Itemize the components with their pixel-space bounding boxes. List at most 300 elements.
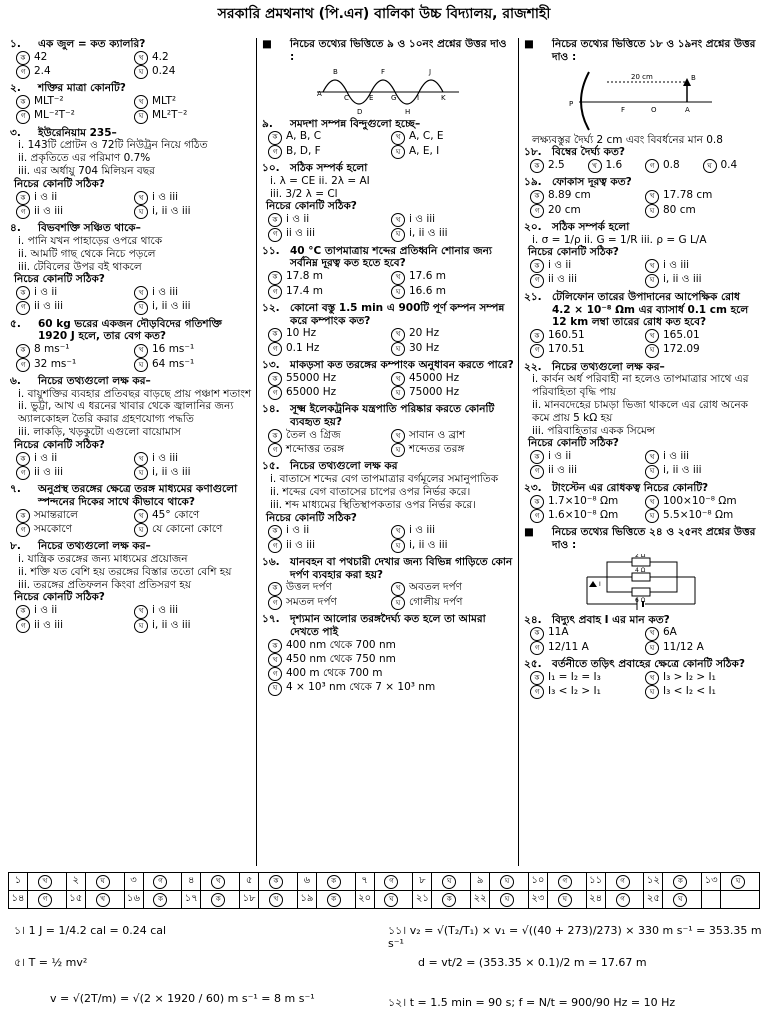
answer-option[interactable]	[134, 452, 252, 466]
answer-key-number: ৯	[471, 873, 490, 891]
question-number: ২.	[10, 82, 21, 95]
option-text: A, E, I	[409, 144, 440, 157]
answer-option[interactable]	[268, 539, 391, 553]
answer-letter: খ	[269, 893, 283, 907]
options-prompt: নিচের কোনটি সঠিক?	[14, 591, 105, 604]
option-letter: ঘ	[645, 685, 659, 699]
answer-option[interactable]	[16, 205, 134, 219]
options-grid	[10, 604, 252, 633]
option-text: 10 Hz	[286, 327, 317, 340]
answer-option[interactable]	[268, 443, 391, 457]
answer-option[interactable]	[530, 343, 645, 357]
options-grid	[524, 329, 760, 358]
answer-option[interactable]	[16, 343, 134, 357]
answer-option[interactable]	[530, 685, 645, 699]
options-grid	[10, 509, 252, 538]
answer-letter: ঘ	[731, 875, 745, 889]
option-letter: ঘ	[391, 596, 405, 610]
answer-option[interactable]	[645, 450, 760, 464]
option-text: 17.6 m	[409, 270, 446, 283]
question-number: ১৬.	[262, 555, 280, 568]
option-letter: ঘ	[645, 465, 659, 479]
option-letter: গ	[530, 344, 544, 358]
answer-key-number: ২৩	[528, 891, 547, 909]
answer-option[interactable]	[588, 159, 646, 173]
answer-option[interactable]	[645, 189, 760, 203]
options-grid	[10, 51, 252, 80]
answer-option[interactable]	[268, 285, 391, 299]
question-item	[524, 658, 760, 699]
answer-option[interactable]	[134, 205, 252, 219]
option-letter: ক	[268, 639, 282, 653]
option-letter: ঘ	[391, 539, 405, 553]
answer-option[interactable]	[134, 51, 252, 65]
option-text: সাবান ও ব্রাশ	[409, 428, 466, 441]
question-text: 40 °C তাপমাত্রায় শব্দের প্রতিধ্বনি শোনার জন্য সর্বনিম্ন দূরত্ব কত হতে হবে?	[290, 244, 492, 270]
option-letter: ক	[268, 525, 282, 539]
answer-option[interactable]	[391, 386, 514, 400]
question-text: মাকড়সা কত তরঙ্গের কম্পাংক অনুধাবন করতে পারে?	[290, 358, 514, 371]
question-item	[10, 318, 252, 372]
answer-key-number: ২১	[413, 891, 432, 909]
option-text: 400 m থেকে 700 m	[286, 667, 383, 680]
option-text: i, ii ও iii	[409, 538, 448, 551]
option-text: i ও ii	[548, 450, 572, 463]
option-text: 2.4	[34, 65, 51, 78]
option-text: I₃ > I₂ > I₁	[663, 670, 716, 683]
answer-letter: ঘ	[96, 875, 110, 889]
answer-option[interactable]	[391, 285, 514, 299]
answer-option[interactable]	[391, 539, 514, 553]
answer-option[interactable]	[391, 130, 514, 144]
answer-option[interactable]	[645, 685, 760, 699]
option-text: ii ও iii	[548, 464, 577, 477]
option-letter: খ	[134, 51, 148, 65]
answer-option[interactable]	[530, 464, 645, 478]
question-text: নিচের তথ্যগুলো লক্ষ কর–	[38, 374, 151, 387]
option-text: 8 ms⁻¹	[34, 343, 70, 356]
answer-option[interactable]	[268, 386, 391, 400]
diagram-label: E	[369, 93, 374, 102]
options-grid	[524, 450, 760, 479]
answer-option[interactable]	[391, 342, 514, 356]
answer-option[interactable]	[391, 227, 514, 241]
option-letter: গ	[645, 159, 659, 173]
answer-option[interactable]	[530, 259, 645, 273]
option-text: MLT²	[152, 95, 177, 108]
answer-option[interactable]	[391, 596, 514, 610]
answer-option[interactable]	[16, 65, 134, 79]
answer-key-answer	[201, 873, 240, 891]
answer-option[interactable]	[16, 619, 134, 633]
option-text: 17.4 m	[286, 284, 323, 297]
answer-option[interactable]	[16, 466, 134, 480]
question-text: অনুপ্রস্থ তরঙ্গের ক্ষেত্রে তরঙ্গ মাধ্যমের কণাগুলো স্পন্দনের দিকের সাথে কীভাবে থাকে?	[38, 483, 238, 508]
answer-key-number: ১৪	[9, 891, 28, 909]
diagram-label: A	[685, 105, 690, 114]
answer-option[interactable]	[530, 159, 588, 173]
question-number: ১৪.	[262, 403, 280, 416]
answer-key-answer	[85, 891, 124, 909]
answer-key-answer	[143, 891, 182, 909]
answer-option[interactable]	[16, 300, 134, 314]
answer-key-answer	[547, 891, 586, 909]
option-letter: ঘ	[645, 509, 659, 523]
answer-option[interactable]	[645, 159, 703, 173]
option-letter: ক	[530, 259, 544, 273]
answer-option[interactable]	[268, 667, 514, 681]
diagram-label: P	[569, 99, 574, 108]
statement: i. σ = 1/ρ ii. G = 1/R iii. ρ = G L/A	[532, 233, 707, 246]
question-item	[10, 127, 252, 220]
answer-option[interactable]	[268, 145, 391, 159]
option-text: i ও iii	[663, 450, 690, 463]
option-text: 20 Hz	[409, 327, 440, 340]
answer-option[interactable]	[645, 464, 760, 478]
options-grid	[524, 626, 760, 655]
option-letter: গ	[16, 301, 30, 315]
option-text: 16 ms⁻¹	[152, 343, 195, 356]
option-letter: খ	[134, 509, 148, 523]
option-text: 65000 Hz	[286, 385, 337, 398]
answer-option[interactable]	[391, 372, 514, 386]
answer-option[interactable]	[391, 327, 514, 341]
answer-letter	[732, 891, 744, 903]
option-letter: গ	[268, 145, 282, 159]
answer-option[interactable]	[530, 204, 645, 218]
solution-11: ১১। v₂ = √(T₂/T₁) × v₁ = √((40 + 273)/273) × 330 m s⁻¹ = 353.35 m s⁻¹	[388, 924, 762, 951]
diagram-label: K	[441, 93, 446, 102]
answer-key-table	[8, 872, 760, 909]
answer-option[interactable]	[530, 671, 645, 685]
option-letter: ক	[268, 429, 282, 443]
question-text: সঠিক সম্পর্ক হলো	[290, 161, 368, 174]
question-number: ১২.	[262, 301, 280, 314]
option-letter: ক	[530, 190, 544, 204]
option-text: i, ii ও iii	[663, 464, 702, 477]
option-letter: খ	[134, 605, 148, 619]
diagram-label: G	[391, 93, 397, 102]
statement: ii. শক্তি যত বেশি হয় তরঙ্গের বিস্তার ততো বেশি হয়	[18, 565, 232, 578]
answer-option[interactable]	[134, 466, 252, 480]
question-text: বিদ্যুৎ প্রবাহ I এর মান কত?	[552, 613, 670, 626]
answer-option[interactable]	[134, 95, 252, 109]
option-letter: গ	[16, 619, 30, 633]
option-letter: খ	[134, 191, 148, 205]
option-letter: গ	[268, 386, 282, 400]
question-number: ৬.	[10, 374, 21, 387]
answer-option[interactable]	[391, 145, 514, 159]
answer-option[interactable]	[530, 273, 645, 287]
answer-option[interactable]	[268, 372, 391, 386]
option-letter: খ	[391, 213, 405, 227]
option-text: গোলীয় দর্পণ	[409, 595, 463, 608]
answer-option[interactable]	[391, 581, 514, 595]
answer-option[interactable]	[134, 604, 252, 618]
option-text: 17.78 cm	[663, 189, 713, 202]
question-number: ২১.	[524, 290, 542, 303]
answer-option[interactable]	[268, 327, 391, 341]
answer-letter: ক	[153, 893, 167, 907]
options-grid	[524, 259, 760, 288]
option-text: 45000 Hz	[409, 371, 460, 384]
options-grid	[524, 671, 760, 700]
answer-option[interactable]	[134, 109, 252, 123]
option-letter: ক	[16, 191, 30, 205]
question-item	[262, 460, 514, 553]
option-text: সমতল দর্পণ	[286, 595, 337, 608]
answer-option[interactable]	[16, 95, 134, 109]
answer-key-number: ৭	[355, 873, 374, 891]
options-grid	[10, 95, 252, 124]
options-grid	[10, 452, 252, 481]
option-text: 0.24	[152, 65, 176, 78]
question-number: ১৭.	[262, 612, 280, 625]
option-text: 16.6 m	[409, 284, 446, 297]
option-text: 5.5×10⁻⁸ Ωm	[663, 508, 734, 521]
question-text: নিচের তথ্যগুলো লক্ষ কর–	[38, 540, 151, 553]
option-text: i ও iii	[663, 259, 690, 272]
statement: iii. শব্দ মাধ্যমের স্থিতিস্থাপকতার ওপর নির্ভর করে।	[270, 498, 476, 511]
option-text: 1.7×10⁻⁸ Ωm	[548, 494, 619, 507]
option-text: I₁ = I₂ = I₃	[548, 670, 601, 683]
answer-option[interactable]	[268, 581, 391, 595]
answer-option[interactable]	[530, 641, 645, 655]
option-letter: গ	[16, 205, 30, 219]
option-letter: ঘ	[391, 386, 405, 400]
solution-5-detail: v = √(2T/m) = √(2 × 1920 / 60) m s⁻¹ = 8 m s⁻¹	[50, 992, 315, 1005]
answer-option[interactable]	[703, 159, 761, 173]
options-prompt: নিচের কোনটি সঠিক?	[528, 437, 619, 450]
option-text: 11A	[548, 626, 569, 639]
option-text: ML²T⁻²	[152, 109, 188, 122]
diagram-label: F	[621, 105, 626, 114]
answer-option[interactable]	[16, 286, 134, 300]
answer-option[interactable]	[268, 213, 391, 227]
answer-option[interactable]	[645, 343, 760, 357]
question-item	[10, 483, 252, 537]
option-letter: ঘ	[134, 523, 148, 537]
options-grid	[10, 343, 252, 372]
answer-option[interactable]	[134, 191, 252, 205]
question-text: যানবহন বা পথচারী দেখার জন্য বিভিন্ন গাড়িতে কোন দর্পণ ব্যবহার করা হয়?	[290, 555, 513, 581]
answer-letter: খ	[38, 875, 52, 889]
option-letter: ঘ	[134, 466, 148, 480]
answer-option[interactable]	[268, 596, 391, 610]
option-letter: ক	[268, 131, 282, 145]
options-grid	[262, 372, 514, 401]
diagram-label: D	[357, 107, 363, 116]
answer-option[interactable]	[530, 450, 645, 464]
options-grid	[262, 327, 514, 356]
option-text: i ও ii	[286, 213, 310, 226]
answer-option[interactable]	[134, 286, 252, 300]
option-letter: ক	[16, 344, 30, 358]
answer-option[interactable]	[530, 626, 645, 640]
answer-letter: ক	[673, 875, 687, 889]
question-number: ৩.	[10, 126, 21, 139]
answer-option[interactable]	[134, 619, 252, 633]
answer-key-number: ৬	[297, 873, 316, 891]
answer-option[interactable]	[134, 343, 252, 357]
option-letter: খ	[391, 131, 405, 145]
answer-option[interactable]	[391, 270, 514, 284]
option-letter: গ	[530, 465, 544, 479]
option-text: 45° কোণে	[152, 508, 200, 521]
answer-option[interactable]	[16, 191, 134, 205]
option-text: i ও ii	[34, 190, 58, 203]
answer-option[interactable]	[391, 524, 514, 538]
answer-option[interactable]	[268, 429, 391, 443]
answer-option[interactable]	[645, 259, 760, 273]
option-letter: খ	[134, 95, 148, 109]
option-letter: গ	[16, 65, 30, 79]
answer-option[interactable]	[645, 273, 760, 287]
question-number: ৮.	[10, 540, 21, 553]
question-item	[524, 482, 760, 523]
statement: iii. পরিবাহিতার একক সিমেন্স	[532, 424, 656, 437]
answer-letter: ঘ	[673, 893, 687, 907]
answer-option[interactable]	[16, 109, 134, 123]
answer-letter: গ	[558, 875, 572, 889]
diagram-label: B	[333, 67, 338, 76]
option-letter: ক	[268, 582, 282, 596]
answer-key-number: ৫	[240, 873, 259, 891]
answer-option[interactable]	[391, 443, 514, 457]
question-text: এক জুল = কত ক্যালরি?	[38, 38, 146, 50]
option-text: ML⁻²T⁻²	[34, 109, 75, 122]
answer-key-number: ১১	[586, 873, 605, 891]
answer-option[interactable]	[16, 523, 134, 537]
answer-letter: গ	[384, 875, 398, 889]
answer-option[interactable]	[268, 227, 391, 241]
option-text: ii ও iii	[286, 538, 315, 551]
answer-option[interactable]	[391, 429, 514, 443]
options-prompt: নিচের কোনটি সঠিক?	[14, 177, 105, 190]
answer-key-number: ১৯	[297, 891, 316, 909]
answer-option[interactable]	[530, 329, 645, 343]
answer-key-answer	[721, 873, 760, 891]
answer-option[interactable]	[134, 358, 252, 372]
answer-option[interactable]	[530, 189, 645, 203]
options-grid	[262, 524, 514, 553]
option-text: ii ও iii	[34, 465, 63, 478]
answer-option[interactable]	[268, 342, 391, 356]
answer-option[interactable]	[16, 509, 134, 523]
option-text: 4.2	[152, 50, 169, 63]
answer-option[interactable]	[268, 653, 514, 667]
option-letter: ঘ	[645, 641, 659, 655]
answer-option[interactable]	[645, 509, 760, 523]
option-letter: ঘ	[645, 274, 659, 288]
answer-key-answer	[663, 891, 702, 909]
option-letter: গ	[16, 358, 30, 372]
column-2	[262, 38, 514, 699]
answer-option[interactable]	[134, 300, 252, 314]
question-text: সঠিক সম্পর্ক হলো	[552, 220, 630, 233]
answer-option[interactable]	[268, 270, 391, 284]
answer-key-answer	[28, 873, 67, 891]
option-letter: খ	[391, 525, 405, 539]
answer-option[interactable]	[16, 358, 134, 372]
option-text: 11/12 A	[663, 640, 704, 653]
answer-letter: খ	[211, 875, 225, 889]
options-grid	[524, 189, 760, 218]
option-letter: খ	[391, 271, 405, 285]
answer-option[interactable]	[645, 626, 760, 640]
option-letter: ক	[16, 286, 30, 300]
answer-option[interactable]	[530, 495, 645, 509]
question-item	[262, 359, 514, 400]
answer-option[interactable]	[391, 213, 514, 227]
answer-option[interactable]	[134, 509, 252, 523]
option-text: 0.1 Hz	[286, 341, 320, 354]
option-text: I₃ < I₂ < I₁	[663, 685, 716, 698]
options-grid	[10, 191, 252, 220]
diagram-label: I	[599, 580, 601, 588]
answer-option[interactable]	[645, 204, 760, 218]
option-letter: ঘ	[134, 65, 148, 79]
answer-option[interactable]	[530, 509, 645, 523]
answer-key-number: ১৫	[66, 891, 85, 909]
answer-option[interactable]	[268, 524, 391, 538]
answer-option[interactable]	[645, 641, 760, 655]
option-letter: ক	[530, 627, 544, 641]
options-grid	[524, 495, 760, 524]
question-number: ১.	[10, 38, 21, 50]
option-letter: ঘ	[134, 205, 148, 219]
answer-option[interactable]	[16, 604, 134, 618]
statement: i. পানি যখন পাহাড়ের ওপরে থাকে	[18, 234, 163, 247]
answer-letter: ঘ	[500, 875, 514, 889]
option-letter: ঘ	[268, 682, 282, 696]
option-text: 64 ms⁻¹	[152, 357, 195, 370]
diagram-label: B	[691, 73, 696, 82]
statement: i. 143টি প্রোটন ও 72টি নিউট্রন নিয়ে গঠিত	[18, 139, 208, 152]
answer-option[interactable]	[134, 65, 252, 79]
answer-option[interactable]	[134, 523, 252, 537]
option-letter: ঘ	[391, 145, 405, 159]
options-prompt: নিচের কোনটি সঠিক?	[14, 438, 105, 451]
answer-option[interactable]	[268, 681, 514, 695]
answer-key-number: ২৫	[644, 891, 663, 909]
answer-option[interactable]	[268, 130, 391, 144]
answer-letter: গ	[153, 875, 167, 889]
answer-option[interactable]	[645, 329, 760, 343]
answer-option[interactable]	[268, 639, 514, 653]
option-text: i ও iii	[409, 213, 436, 226]
answer-option[interactable]	[645, 495, 760, 509]
option-letter: খ	[645, 627, 659, 641]
option-letter: ঘ	[391, 443, 405, 457]
option-text: i ও ii	[548, 259, 572, 272]
option-letter: ক	[530, 450, 544, 464]
option-text: B, D, F	[286, 144, 321, 157]
answer-option[interactable]	[16, 452, 134, 466]
option-text: i, ii ও iii	[663, 273, 702, 286]
option-letter: গ	[268, 539, 282, 553]
option-text: 450 nm থেকে 750 nm	[286, 652, 396, 665]
option-text: i ও ii	[34, 451, 58, 464]
answer-option[interactable]	[645, 671, 760, 685]
option-letter: খ	[134, 344, 148, 358]
question-text: দৃশ্যমান আলোর তরঙ্গদৈর্ঘ্য কত হলে তা আমরা দেখতে পাই	[290, 612, 486, 638]
answer-key-number	[702, 891, 721, 909]
answer-option[interactable]	[16, 51, 134, 65]
option-letter: ঘ	[134, 110, 148, 124]
answer-key-number: ২০	[355, 891, 374, 909]
option-text: A, C, E	[409, 130, 444, 143]
